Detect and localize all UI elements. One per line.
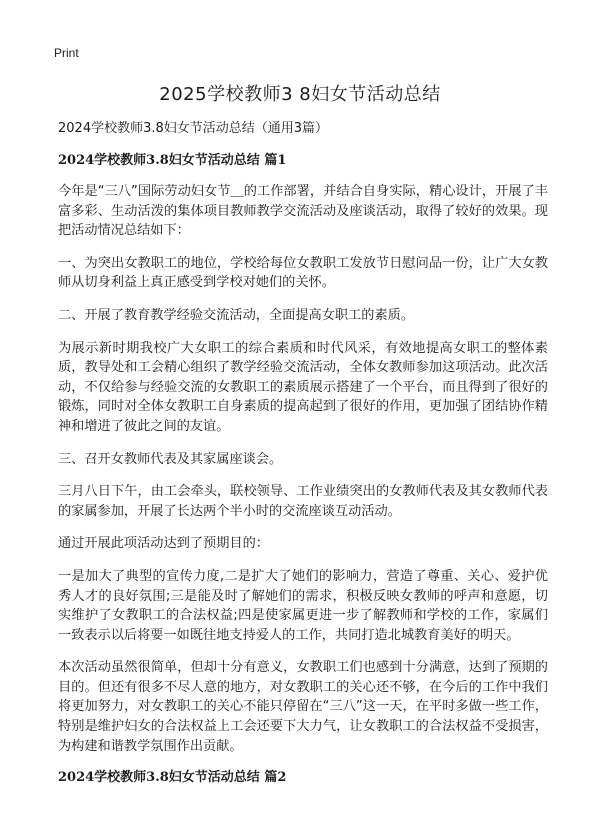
paragraph-goals-intro: 通过开展此项活动达到了预期目的： xyxy=(58,536,269,552)
paragraph-goals: 一是加大了典型的宣传力度,二是扩大了她们的影响力，营造了尊重、关心、爱护优秀人才的良好氛围;三是能及时了解她们的需求，积极反映女教师的呼声和意愿，切实维护了女教职工的合法权益;四是使家属更进一步了解教师和学校的工作，家属们一致表示以后将要一如既往地支持爱人的工作，共同打造北城教育美好的明天。 xyxy=(58,568,548,643)
paragraph-item-2-detail: 为展示新时期我校广大女职工的综合素质和时代风采，有效地提高女职工的整体素质，教导处和工会精心组织了教学经验交流活动，全体女教师参加这项活动。此次活动，不仅给参与经验交流的女教职工的素质展示搭建了一个平台，而且得到了很好的锻炼，同时对全体女教职工自身素质的提高起到了很好的作用，更加强了团结协作精神和增进了彼此之间的友谊。 xyxy=(58,340,548,434)
section-heading-2: 2024学校教师3.8妇女节活动总结 篇2 xyxy=(58,770,287,786)
print-link[interactable]: Print xyxy=(54,46,79,60)
document-body xyxy=(58,120,548,799)
paragraph-item-3: 三、召开女教师代表及其家属座谈会。 xyxy=(58,451,283,467)
paragraph-conclusion: 本次活动虽然很简单，但却十分有意义，女教职工们也感到十分满意，达到了预期的目的。但还有很多不尽人意的地方，对女教职工的关心还不够，在今后的工作中我们将更加努力，对女教职工的关心不能只停留在“三八”这一天，在平时多做一些工作，特别是维护妇女的合法权益上工会还要下大力气，让女教职工的合法权益不受损害，为构建和谐教学氛围作出贡献。 xyxy=(58,660,548,754)
paragraph-item-3-detail: 三月八日下午，由工会牵头，联校领导、工作业绩突出的女教师代表及其女教师代表的家属参加，开展了长达两个半小时的交流座谈互动活动。 xyxy=(58,484,548,519)
paragraph-intro: 今年是“三八”国际劳动妇女节＿的工作部署，并结合自身实际，精心设计，开展了丰富多彩、生动活泼的集体项目教师教学交流活动及座谈活动，取得了较好的效果。现把活动情况总结如下： xyxy=(58,184,548,239)
document-subtitle: 2024学校教师3.8妇女节活动总结（通用3篇） xyxy=(58,121,329,136)
paragraph-item-2: 二、开展了教育教学经验交流活动，全面提高女职工的素质。 xyxy=(58,307,415,323)
section-heading-1: 2024学校教师3.8妇女节活动总结 篇1 xyxy=(58,153,287,168)
document-title: 2025学校教师3 8妇女节活动总结 xyxy=(159,84,441,105)
paragraph-item-1: 一、为突出女教职工的地位，学校给每位女教职工发放节日慰问品一份，让广大女教师从切身利益上真正感受到学校对她们的关怀。 xyxy=(58,255,548,291)
